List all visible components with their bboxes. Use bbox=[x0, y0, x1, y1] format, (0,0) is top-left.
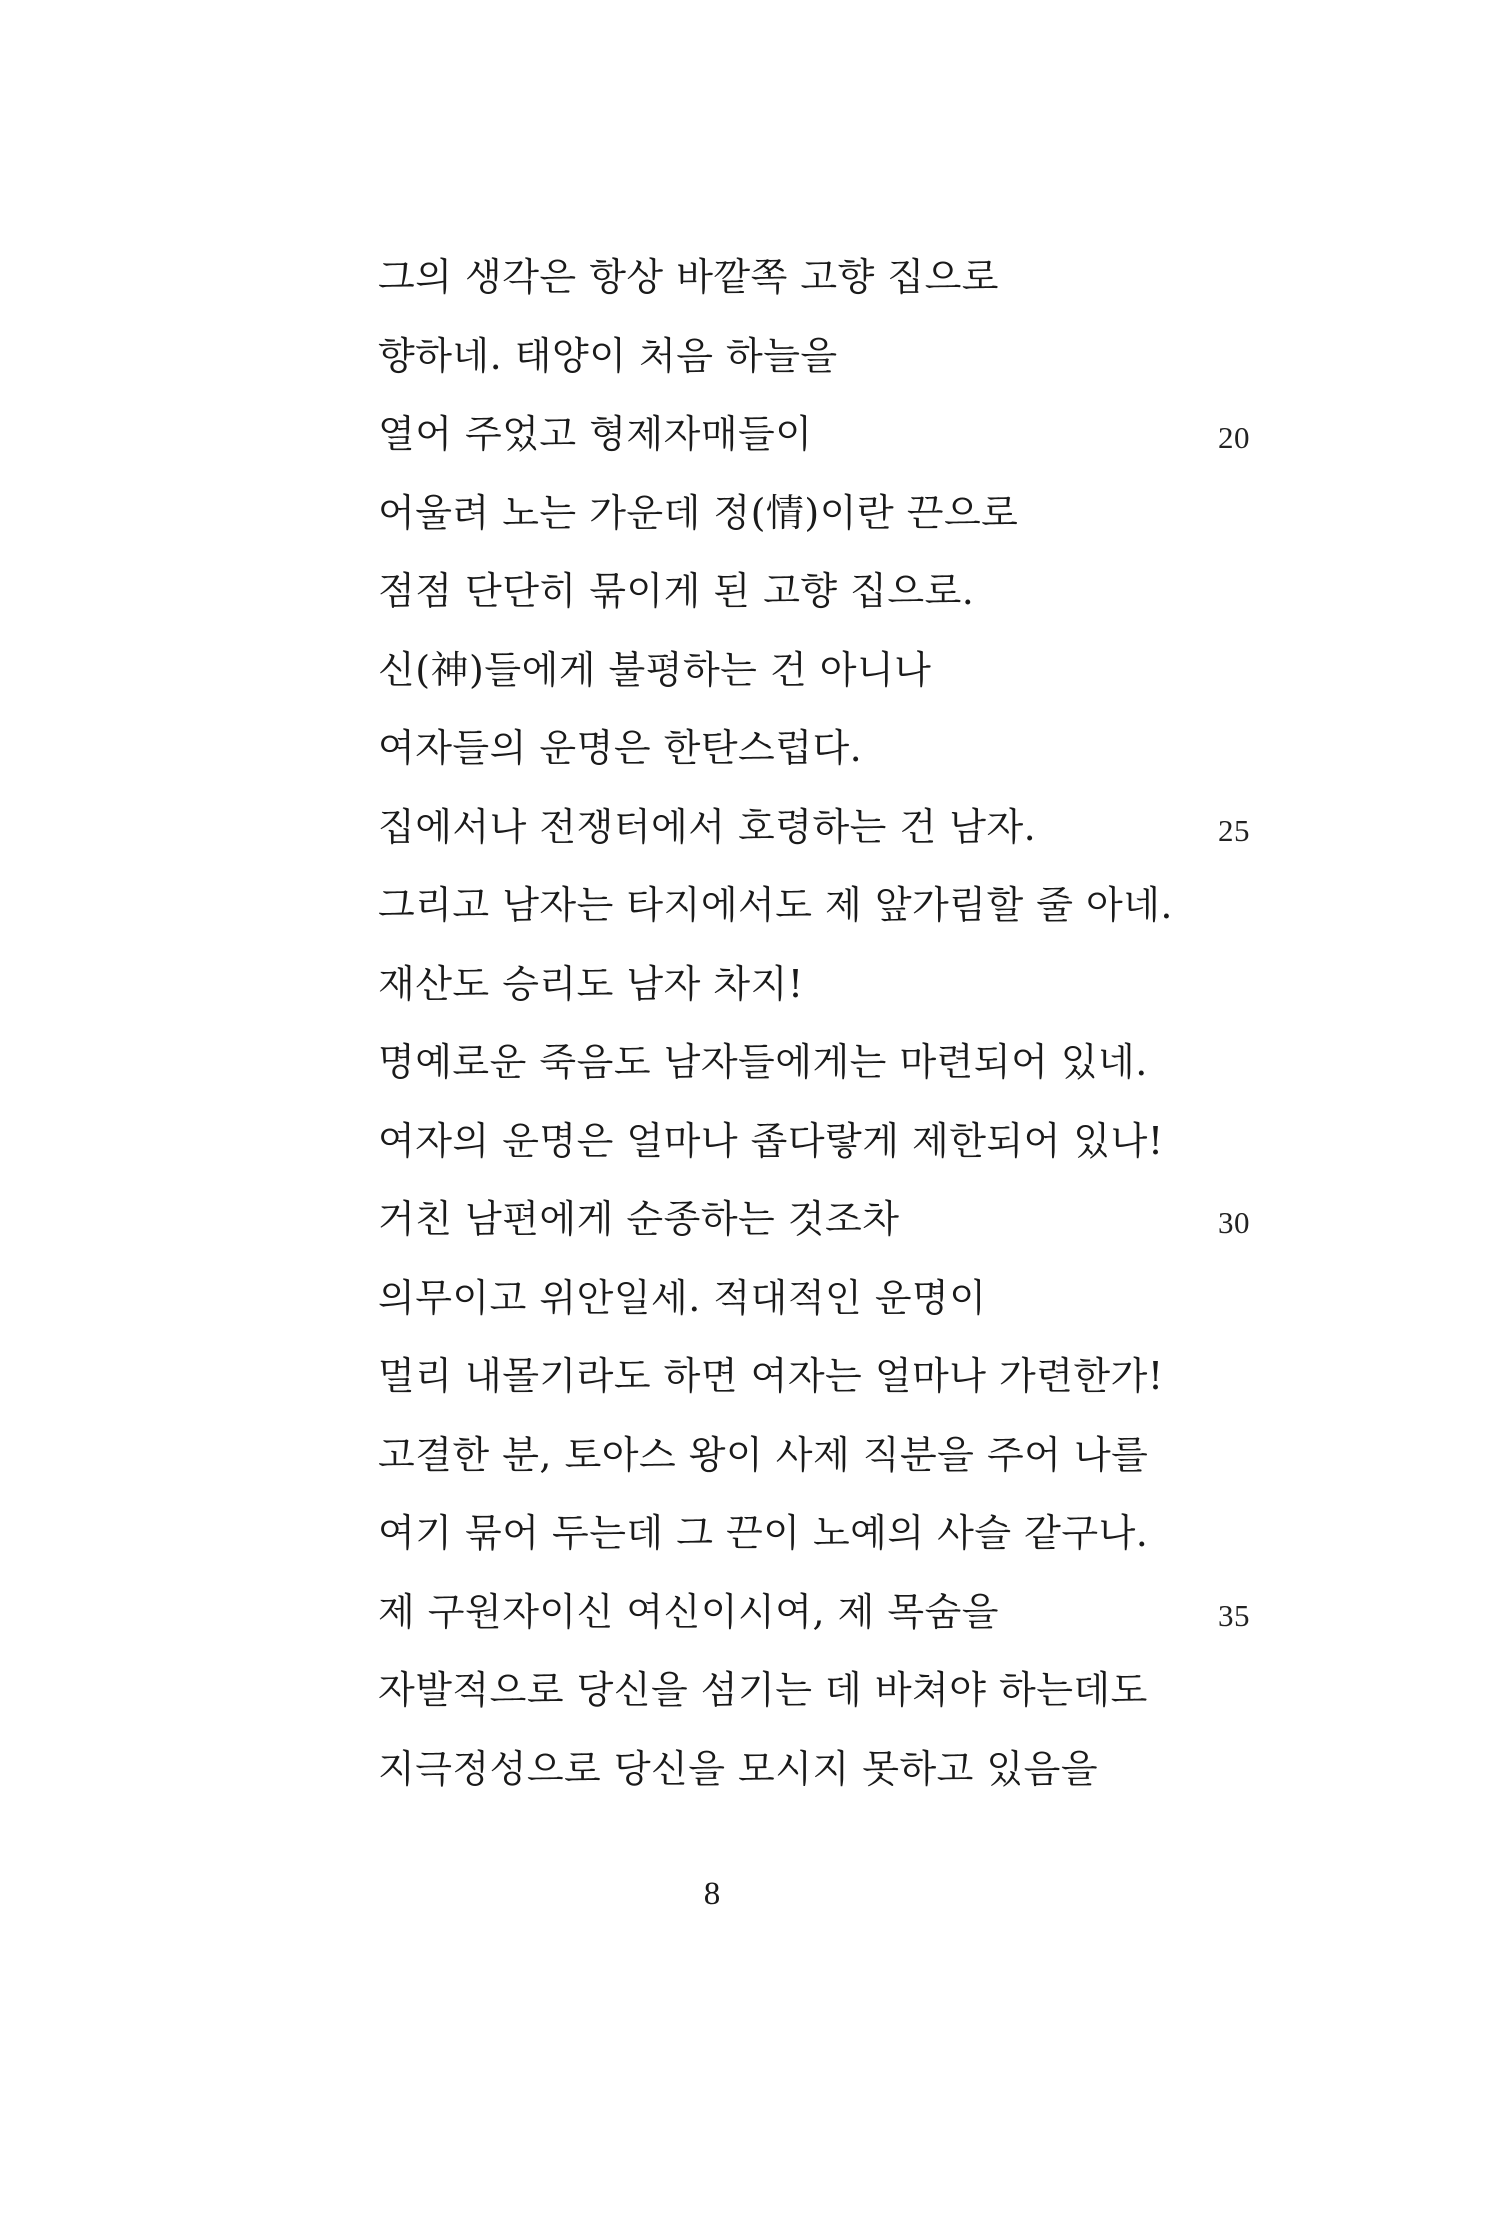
poem-line bbox=[378, 1581, 1258, 1660]
poem-line bbox=[378, 1345, 1258, 1424]
poem-line bbox=[378, 717, 1258, 796]
poem-line-text: 자발적으로 당신을 섬기는 데 바쳐야 하는데도 bbox=[378, 1668, 1148, 1712]
poem-line bbox=[378, 796, 1258, 875]
poem-line-text: 의무이고 위안일세. 적대적인 운명이 bbox=[378, 1275, 987, 1320]
poem-line bbox=[378, 1267, 1258, 1346]
poem-line-text: 고결한 분, 토아스 왕이 사제 직분을 주어 나를 bbox=[378, 1432, 1149, 1477]
poem-line-text: 여자들의 운명은 한탄스럽다. bbox=[378, 726, 863, 770]
poem-line-text: 여자의 운명은 얼마나 좁다랗게 제한되어 있나! bbox=[378, 1118, 1164, 1163]
poem-text-block bbox=[378, 246, 1258, 1816]
page-number: 8 bbox=[703, 1876, 721, 1912]
poem-line-text: 점점 단단히 묶이게 된 고향 집으로. bbox=[378, 569, 975, 613]
line-number: 30 bbox=[1218, 1205, 1250, 1240]
line-number: 35 bbox=[1218, 1597, 1250, 1633]
poem-line bbox=[378, 325, 1258, 404]
poem-line-text: 향하네. 태양이 처음 하늘을 bbox=[378, 333, 838, 378]
poem-line-text: 지극정성으로 당신을 모시지 못하고 있음을 bbox=[378, 1746, 1099, 1791]
poem-line-text: 그리고 남자는 타지에서도 제 앞가림할 줄 아네. bbox=[378, 883, 1174, 927]
poem-line bbox=[378, 482, 1258, 561]
poem-line-text: 그의 생각은 항상 바깥쪽 고향 집으로 bbox=[378, 255, 1000, 299]
poem-line bbox=[378, 639, 1258, 718]
poem-line-text: 명예로운 죽음도 남자들에게는 마련되어 있네. bbox=[378, 1040, 1148, 1084]
poem-line-text: 신(神)들에게 불평하는 건 아니나 bbox=[378, 647, 932, 692]
poem-line bbox=[378, 1031, 1258, 1110]
poem-line bbox=[378, 1110, 1258, 1189]
poem-line-text: 멀리 내몰기라도 하면 여자는 얼마나 가련한가! bbox=[378, 1354, 1164, 1398]
poem-line bbox=[378, 1738, 1258, 1817]
poem-line-text: 재산도 승리도 남자 차지! bbox=[378, 961, 804, 1006]
poem-line-text: 어울려 노는 가운데 정(情)이란 끈으로 bbox=[378, 490, 1019, 535]
poem-line-text: 여기 묶어 두는데 그 끈이 노예의 사슬 같구나. bbox=[378, 1511, 1149, 1555]
poem-line bbox=[378, 1502, 1258, 1581]
poem-line-text: 제 구원자이신 여신이시여, 제 목숨을 bbox=[378, 1589, 1000, 1634]
poem-line bbox=[378, 403, 1258, 482]
poem-line-text: 거친 남편에게 순종하는 것조차 bbox=[378, 1197, 900, 1241]
poem-line bbox=[378, 1424, 1258, 1503]
poem-line bbox=[378, 953, 1258, 1032]
line-number: 25 bbox=[1218, 812, 1250, 848]
poem-line bbox=[378, 246, 1258, 325]
poem-line-text: 열어 주었고 형제자매들이 bbox=[378, 412, 813, 456]
poem-line bbox=[378, 560, 1258, 639]
poem-line bbox=[378, 1188, 1258, 1267]
poem-line bbox=[378, 874, 1258, 953]
line-number: 20 bbox=[1218, 420, 1250, 455]
poem-line bbox=[378, 1659, 1258, 1738]
poem-line-text: 집에서나 전쟁터에서 호령하는 건 남자. bbox=[378, 804, 1037, 849]
